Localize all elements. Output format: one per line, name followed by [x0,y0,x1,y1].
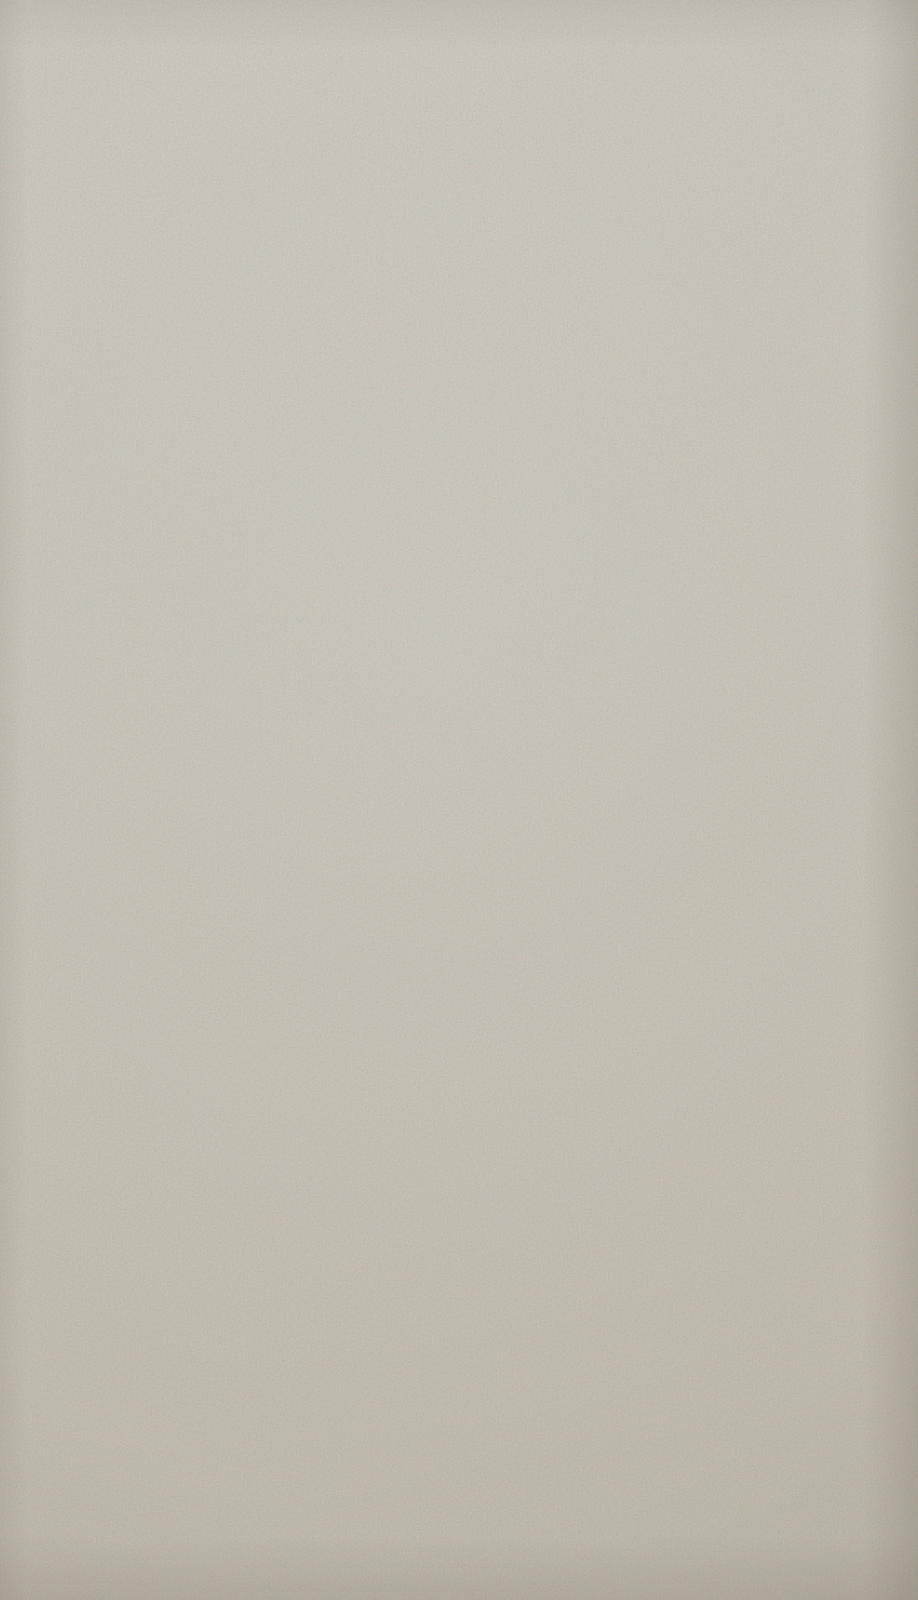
footnote-row [96,1504,890,1507]
running-title [0,48,918,75]
